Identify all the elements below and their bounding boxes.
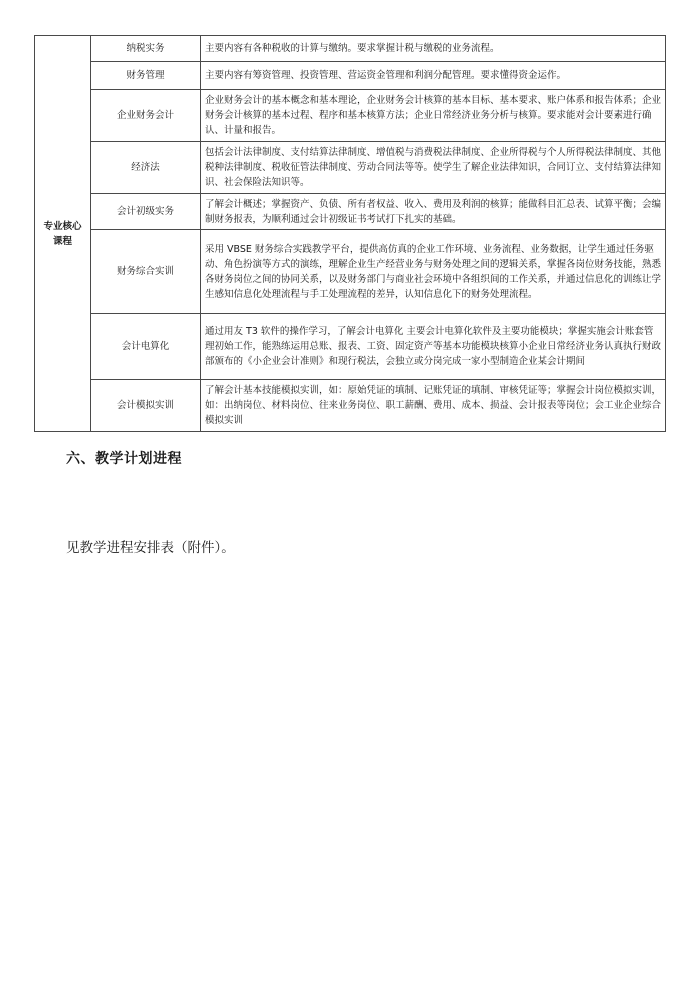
course-content: 主要内容有筹资管理、投资管理、营运资金管理和利润分配管理。要求懂得资金运作。 (201, 62, 666, 90)
course-content: 了解会计基本技能模拟实训，如：原始凭证的填制、记账凭证的填制、审核凭证等；掌握会计岗位模拟实训，如：出纳岗位、材料岗位、往来业务岗位、职工薪酬、费用、成本、损益、会计报表等岗位；会工业企业综合模拟实训 (201, 380, 666, 432)
course-name: 经济法 (91, 142, 201, 194)
table-row (35, 380, 666, 432)
course-content: 了解会计概述；掌握资产、负债、所有者权益、收入、费用及利润的核算；能做科目汇总表、试算平衡；会编制财务报表，为顺利通过会计初级证书考试打下扎实的基础。 (201, 194, 666, 230)
table-row (35, 230, 666, 314)
course-content: 企业财务会计的基本概念和基本理论，企业财务会计核算的基本目标、基本要求、账户体系和报告体系；企业财务会计核算的基本过程、程序和基本核算方法；企业日常经济业务分析与核算。要求能对会计要素进行确认、计量和报告。 (201, 90, 666, 142)
table-row (35, 62, 666, 90)
course-name: 纳税实务 (91, 36, 201, 62)
course-name: 会计初级实务 (91, 194, 201, 230)
course-content: 采用 VBSE 财务综合实践教学平台，提供高仿真的企业工作环境、业务流程、业务数据，让学生通过任务驱动、角色扮演等方式的演练，理解企业生产经营业务与财务处理之间的逻辑关系，掌握各岗位财务技能，熟悉各财务岗位之间的协同关系，以及财务部门与商业社会环境中各组织间的工作关系，并通过信息化的训练让学生感知信息化处理流程与手工处理流程的差异，认知信息化下的财务处理流程。 (201, 230, 666, 314)
course-category-cell: 专业核心课程 (35, 36, 91, 432)
table-row (35, 194, 666, 230)
course-content: 包括会计法律制度、支付结算法律制度、增值税与消费税法律制度、企业所得税与个人所得税法律制度、其他税种法律制度、税收征管法律制度、劳动合同法等等。使学生了解企业法律知识，合同订立、支付结算法律知识、社会保险法知识等。 (201, 142, 666, 194)
course-content: 主要内容有各种税收的计算与缴纳。要求掌握计税与缴税的业务流程。 (201, 36, 666, 62)
course-name: 财务管理 (91, 62, 201, 90)
course-name: 会计模拟实训 (91, 380, 201, 432)
core-course-table (34, 35, 666, 432)
course-name: 会计电算化 (91, 314, 201, 380)
table-row (35, 36, 666, 62)
section-heading: 六、教学计划进程 (66, 451, 182, 467)
table-row (35, 314, 666, 380)
course-name: 企业财务会计 (91, 90, 201, 142)
course-name: 财务综合实训 (91, 230, 201, 314)
reference-note: 见教学进程安排表（附件）。 (66, 540, 235, 556)
table-row (35, 142, 666, 194)
table-row (35, 90, 666, 142)
course-content: 通过用友 T3 软件的操作学习，了解会计电算化 主要会计电算化软件及主要功能模块；掌握实施会计账套管理初始工作，能熟练运用总账、报表、工资、固定资产等基本功能模块核算小企业日常经济业务认真执行财政部颁布的《小企业会计准则》和现行税法，会独立或分岗完成一家小型制造企业某会计期间 (201, 314, 666, 380)
